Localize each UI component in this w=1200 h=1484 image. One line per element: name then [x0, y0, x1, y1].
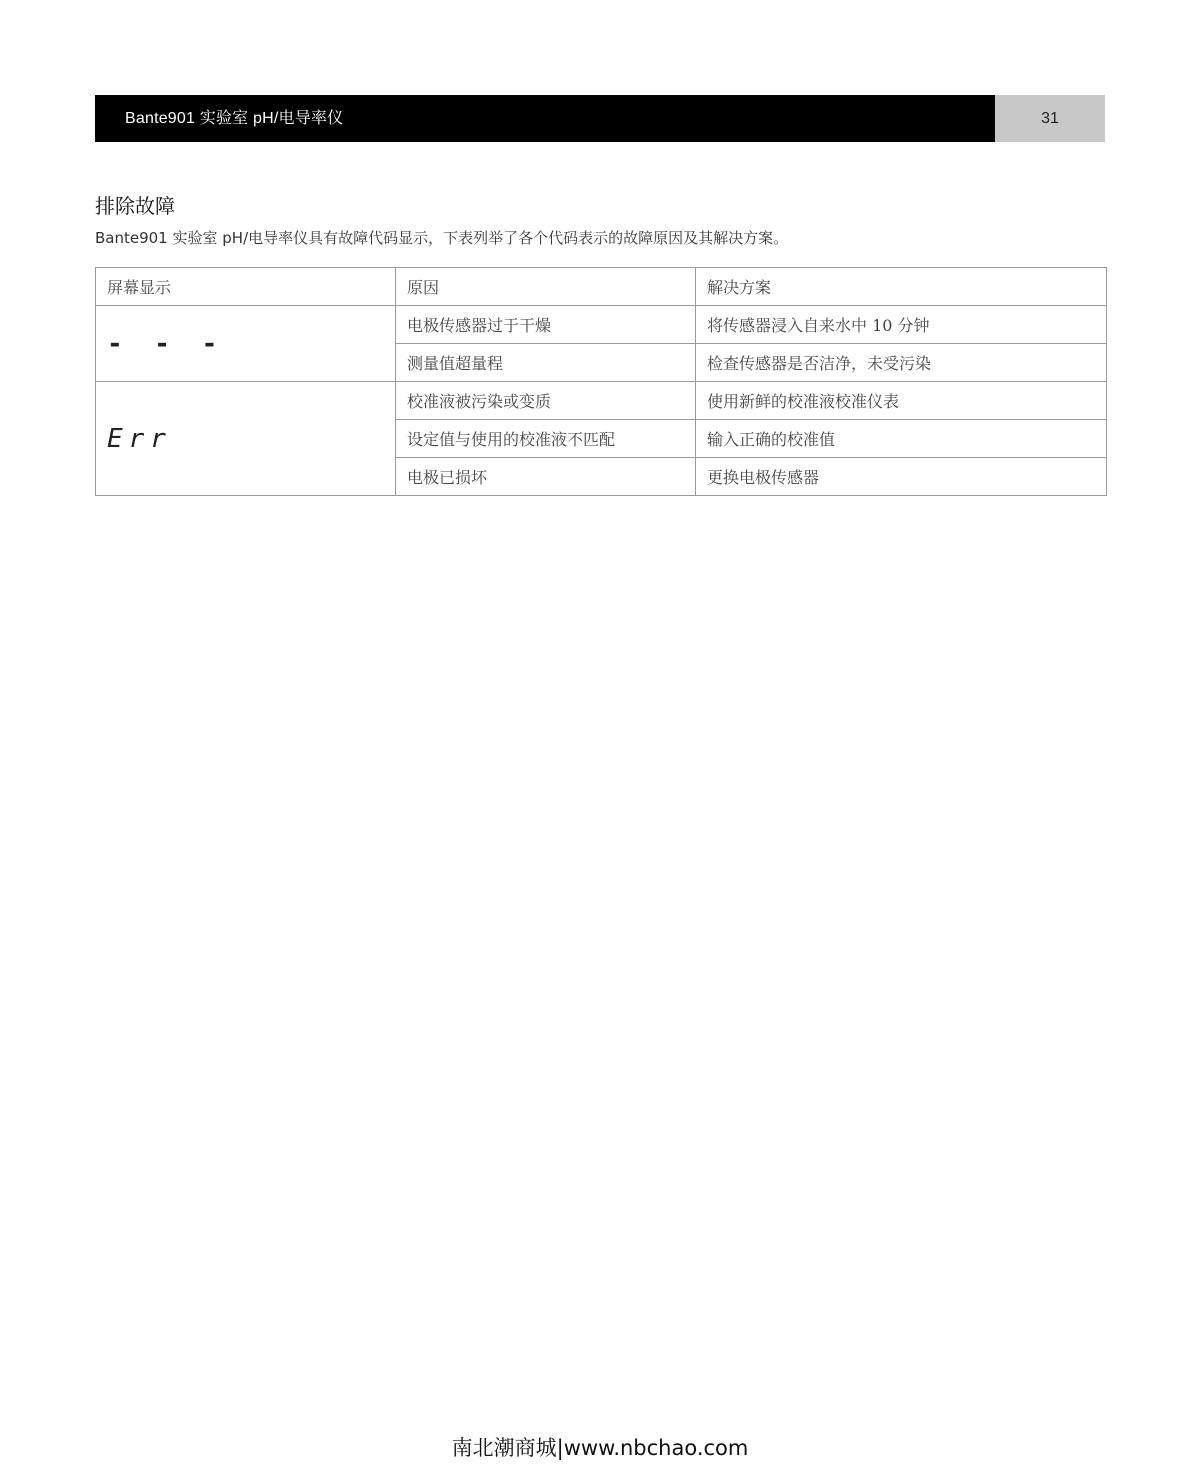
page-number: 31 — [1041, 110, 1059, 127]
solution-cell: 输入正确的校准值 — [696, 420, 1107, 458]
table-row — [96, 306, 1107, 344]
section-heading: 排除故障 — [95, 194, 175, 218]
display-code-dashes: - - - — [107, 328, 226, 359]
header-display: 屏幕显示 — [96, 268, 396, 306]
document-title: Bante901 实验室 pH/电导率仪 — [125, 110, 344, 127]
display-code-cell — [96, 382, 396, 496]
header-bar — [95, 95, 995, 142]
cause-cell: 校准液被污染或变质 — [396, 382, 696, 420]
troubleshooting-table — [95, 267, 1107, 496]
cause-cell: 设定值与使用的校准液不匹配 — [396, 420, 696, 458]
cause-cell: 测量值超量程 — [396, 344, 696, 382]
display-code-err: Err — [107, 423, 172, 454]
solution-cell: 检查传感器是否洁净，未受污染 — [696, 344, 1107, 382]
table-header-row — [96, 268, 1107, 306]
intro-paragraph: Bante901 实验室 pH/电导率仪具有故障代码显示，下表列举了各个代码表示的故障原因及其解决方案。 — [95, 229, 789, 247]
header-solution: 解决方案 — [696, 268, 1107, 306]
header-cause: 原因 — [396, 268, 696, 306]
page-number-box — [995, 95, 1105, 142]
table-row — [96, 382, 1107, 420]
display-code-cell — [96, 306, 396, 382]
solution-cell: 使用新鲜的校准液校准仪表 — [696, 382, 1107, 420]
cause-cell: 电极传感器过于干燥 — [396, 306, 696, 344]
solution-cell: 更换电极传感器 — [696, 458, 1107, 496]
cause-cell: 电极已损坏 — [396, 458, 696, 496]
footer-watermark: 南北潮商城|www.nbchao.com — [451, 1436, 749, 1460]
solution-cell: 将传感器浸入自来水中 10 分钟 — [696, 306, 1107, 344]
